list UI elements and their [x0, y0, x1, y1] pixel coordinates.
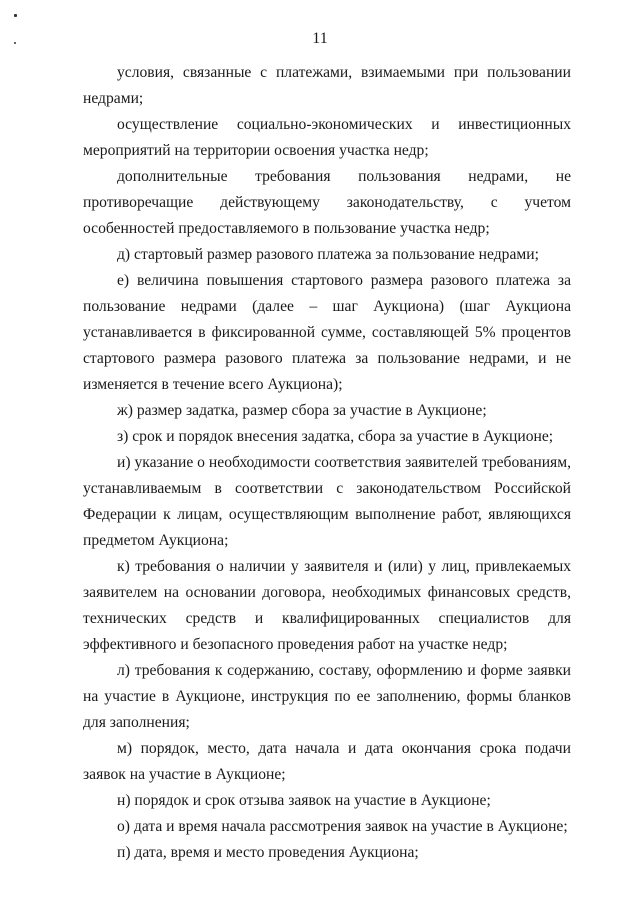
paragraph-n: н) порядок и срок отзыва заявок на участие в Аукционе; — [117, 792, 491, 809]
paragraph-d: д) стартовый размер разового платежа за пользование недрами; — [117, 246, 539, 263]
paragraph-zh: ж) размер задатка, размер сбора за участие в Аукционе; — [117, 402, 487, 419]
document-body — [83, 60, 571, 866]
paragraph-p: п) дата, время и место проведения Аукциона; — [117, 844, 419, 861]
paragraph-l: л) требования к содержанию, составу, оформлению и форме заявки на участие в Аукционе, инструкция по ее заполнению, формы бланков для заполнения; — [83, 662, 571, 731]
paragraph-m: м) порядок, место, дата начала и дата окончания срока подачи заявок на участие в Аукционе; — [83, 740, 571, 783]
paragraph-payments: условия, связанные с платежами, взимаемыми при пользовании недрами; — [83, 64, 571, 107]
scan-speck — [14, 14, 17, 17]
paragraph-i: и) указание о необходимости соответствия заявителей требованиям, устанавливаемым в соответствии с законодательством Российской Федерации к лицам, осуществляющим выполнение работ, являющихся предметом Аукциона; — [83, 454, 571, 549]
paragraph-additional-requirements: дополнительные требования пользования недрами, не противоречащие действующему законодательству, с учетом особенностей предоставляемого в пользование участка недр; — [83, 168, 571, 237]
page-number: 11 — [312, 30, 328, 47]
paragraph-socio-economic: осуществление социально-экономических и инвестиционных мероприятий на территории освоения участка недр; — [83, 116, 571, 159]
paragraph-e: е) величина повышения стартового размера разового платежа за пользование недрами (далее – шаг Аукциона) (шаг Аукциона устанавливается в фиксированной сумме, составляющей 5% процентов стартового размера разового платежа за пользование недрами, и не изменяется в течение всего Аукциона); — [83, 272, 571, 393]
paragraph-z: з) срок и порядок внесения задатка, сбора за участие в Аукционе; — [117, 428, 554, 445]
paragraph-k: к) требования о наличии у заявителя и (или) у лиц, привлекаемых заявителем на основании договора, необходимых финансовых средств, технических средств и квалифицированных специалистов для эффективного и безопасного проведения работ на участке недр; — [83, 558, 571, 653]
paragraph-o: о) дата и время начала рассмотрения заявок на участие в Аукционе; — [117, 818, 568, 835]
